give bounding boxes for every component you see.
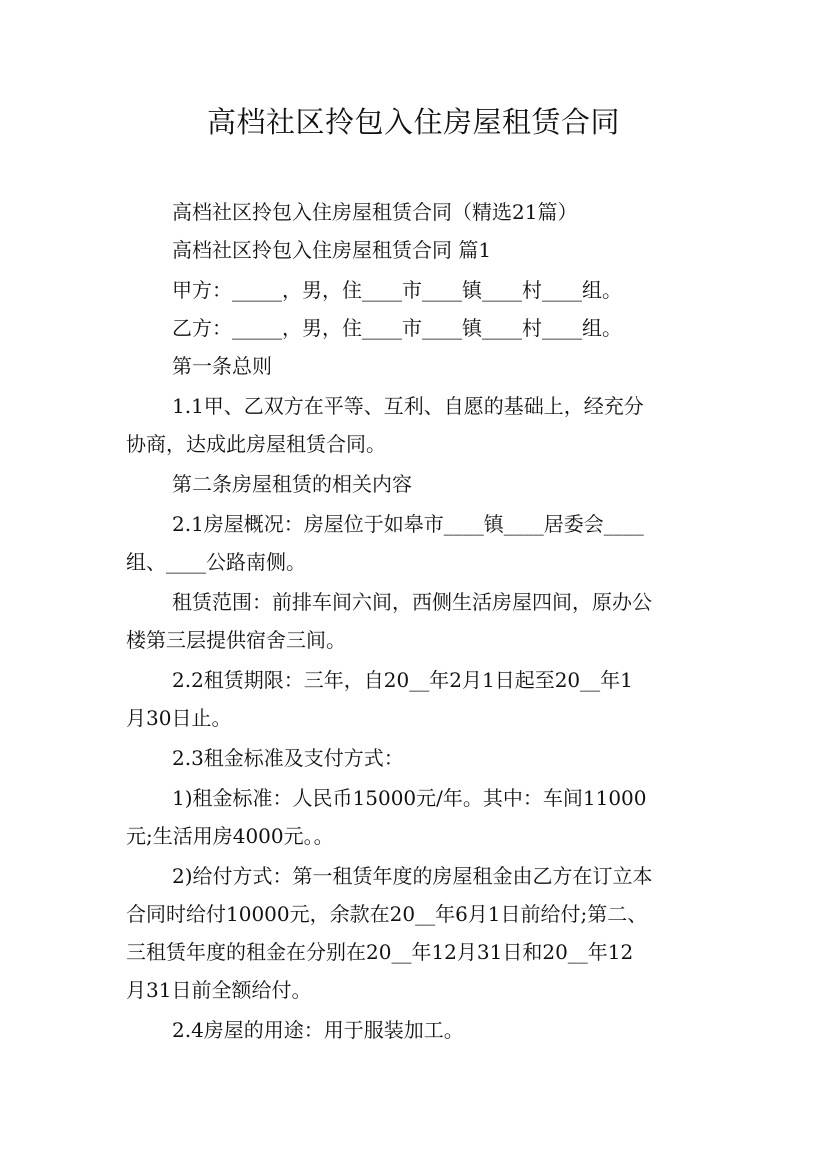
party-b-line: 乙方：_____，男，住____市____镇____村____组。 <box>172 316 622 340</box>
paragraph-line: 三租赁年度的租金在分别在20__年12月31日和20__年12 <box>126 940 634 964</box>
paragraph-line: 2)给付方式：第一租赁年度的房屋租金由乙方在订立本 <box>172 864 653 888</box>
paragraph-line: 元;生活用房4000元。。 <box>126 824 334 848</box>
article-two-heading: 第二条房屋租赁的相关内容 <box>172 472 412 496</box>
section-heading-line: 高档社区拎包入住房屋租赁合同 篇1 <box>172 238 492 262</box>
paragraph-line: 1)租金标准：人民币15000元/年。其中：车间11000 <box>172 786 647 810</box>
paragraph-line: 合同时给付10000元，余款在20__年6月1日前给付;第二、 <box>126 902 648 926</box>
paragraph-line: 协商，达成此房屋租赁合同。 <box>126 432 386 456</box>
paragraph-line: 2.4房屋的用途：用于服装加工。 <box>172 1018 464 1042</box>
document-title: 高档社区拎包入住房屋租赁合同 <box>206 105 620 139</box>
article-one-heading: 第一条总则 <box>172 354 272 378</box>
paragraph-line: 租赁范围：前排车间六间，西侧生活房屋四间，原办公 <box>172 590 652 614</box>
paragraph-line: 楼第三层提供宿舍三间。 <box>126 628 346 652</box>
paragraph-line: 2.2租赁期限：三年，自20__年2月1日起至20__年1 <box>172 668 633 692</box>
paragraph-line: 月31日前全额给付。 <box>126 978 312 1002</box>
paragraph-line: 2.3租金标准及支付方式： <box>172 746 404 770</box>
paragraph-line: 月30日止。 <box>126 706 232 730</box>
subtitle-line: 高档社区拎包入住房屋租赁合同（精选21篇） <box>172 200 578 224</box>
party-a-line: 甲方：_____，男，住____市____镇____村____组。 <box>172 278 622 302</box>
paragraph-line: 1.1甲、乙双方在平等、互利、自愿的基础上，经充分 <box>172 394 644 418</box>
paragraph-line: 2.1房屋概况：房屋位于如皋市____镇____居委会____ <box>172 512 644 536</box>
paragraph-line: 组、____公路南侧。 <box>126 550 306 574</box>
